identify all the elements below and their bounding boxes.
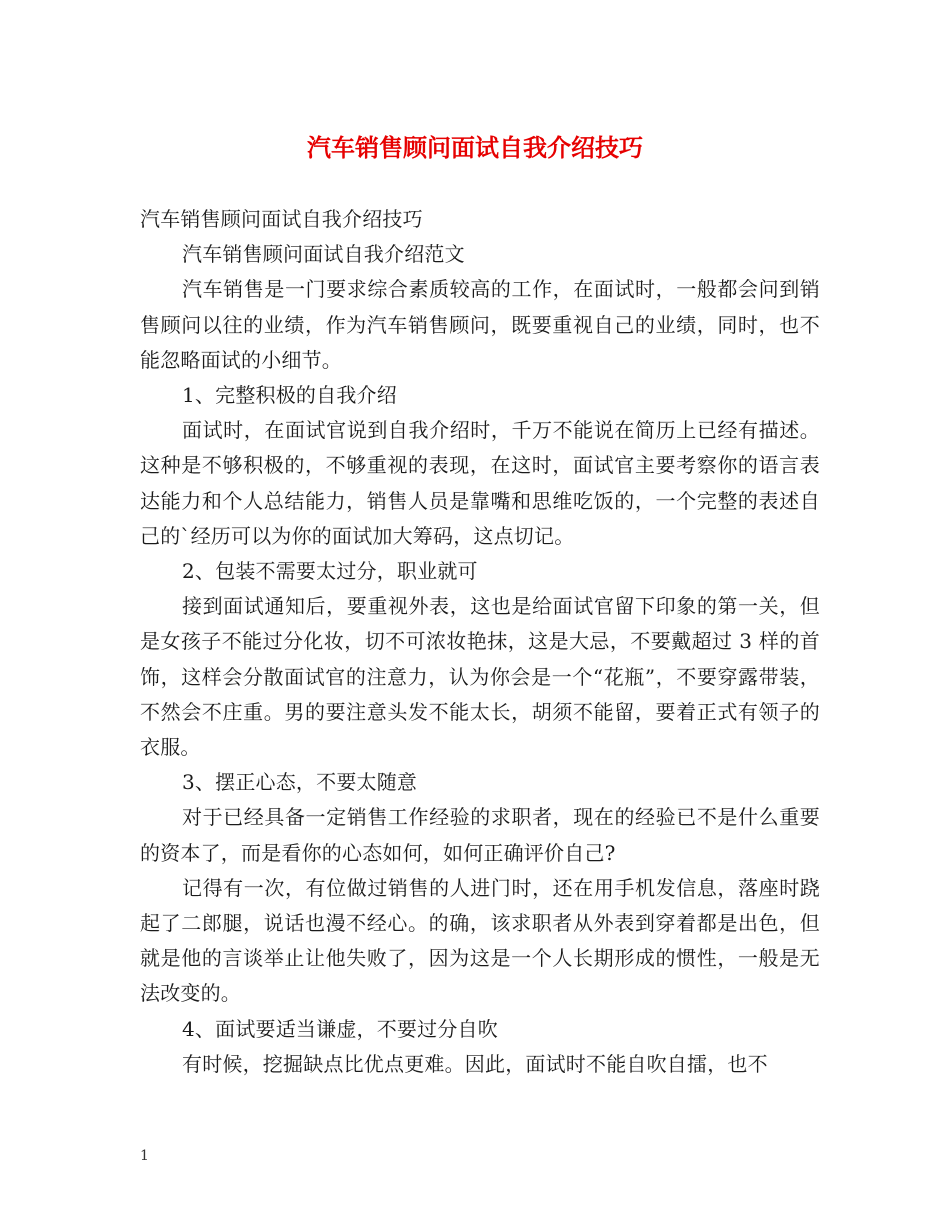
- section-heading: 2、包装不需要太过分，职业就可: [182, 559, 478, 584]
- paragraph: 接到面试通知后，要重视外表，这也是给面试官留下印象的第一关，但是女孩子不能过分化妆，切不可浓妆艳抹，这是大忌，不要戴超过 3 样的首饰，这样会分散面试官的注意力，认为你会是一个“花瓶”，不要穿露带装，不然会不庄重。男的要注意头发不能太长，胡须不能留，要着正式有领子的衣服。: [140, 594, 820, 760]
- paragraph: 面试时，在面试官说到自我介绍时，千万不能说在简历上已经有描述。这种是不够积极的，不够重视的表现，在这时，面试官主要考察你的语言表达能力和个人总结能力，销售人员是靠嘴和思维吃饭的，一个完整的表述自己的`经历可以为你的面试加大筹码，这点切记。: [140, 418, 820, 548]
- paragraph: 有时候，挖掘缺点比优点更难。因此，面试时不能自吹自擂，也不: [182, 1051, 768, 1076]
- section-heading: 3、摆正心态，不要太随意: [182, 770, 418, 795]
- document-title: 汽车销售顾问面试自我介绍技巧: [307, 133, 643, 162]
- document-body: [140, 202, 820, 1082]
- paragraph: 汽车销售是一门要求综合素质较高的工作，在面试时，一般都会问到销售顾问以往的业绩，作为汽车销售顾问，既要重视自己的业绩，同时，也不能忽略面试的小细节。: [140, 277, 820, 372]
- section-heading: 4、面试要适当谦虚，不要过分自吹: [182, 1016, 498, 1041]
- page-number: 1: [140, 1148, 149, 1164]
- paragraph: 记得有一次，有位做过销售的人进门时，还在用手机发信息，落座时跷起了二郎腿，说话也漫不经心。的确，该求职者从外表到穿着都是出色，但就是他的言谈举止让他失败了，因为这是一个人长期形成的惯性，一般是无法改变的。: [140, 875, 820, 1006]
- paragraph: 汽车销售顾问面试自我介绍范文: [182, 242, 465, 267]
- paragraph: 汽车销售顾问面试自我介绍技巧: [140, 207, 423, 231]
- paragraph: 对于已经具备一定销售工作经验的求职者，现在的经验已不是什么重要的资本了，而是看你的心态如何，如何正确评价自己?: [140, 805, 820, 865]
- section-heading: 1、完整积极的自我介绍: [182, 383, 397, 408]
